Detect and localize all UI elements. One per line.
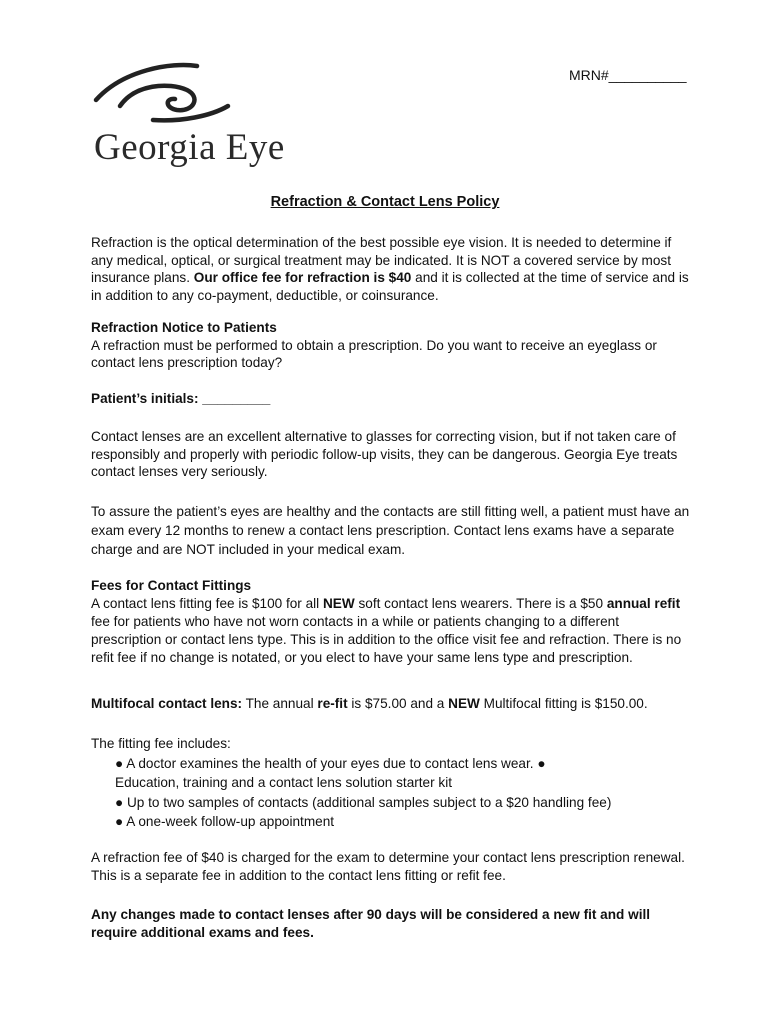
list-item: ● A one-week follow-up appointment	[115, 814, 335, 829]
eye-logo-icon	[93, 62, 233, 128]
mrn-field: MRN#__________	[569, 67, 687, 83]
contact-intro-paragraph: Contact lenses are an excellent alternative to glasses for correcting vision, but if not taken care of responsibly and properly with periodic follow-up visits, they can be dangerous. Georgia Eye treats contact lenses very seriously.	[91, 429, 678, 479]
list-item: ● A doctor examines the health of your eyes due to contact lens wear. ●	[115, 755, 546, 771]
patient-initials: Patient’s initials: _________	[91, 391, 271, 406]
list-item: Education, training and a contact lens solution starter kit	[115, 775, 453, 790]
renewal-paragraph: A refraction fee of $40 is charged for the exam to determine your contact lens prescription renewal. This is a separate fee in addition to the contact lens fitting or refit fee.	[91, 850, 685, 883]
logo-text: Georgia Eye	[94, 127, 285, 168]
multifocal-paragraph: Multifocal contact lens: The annual re-fit is $75.00 and a NEW Multifocal fitting is $150.00.	[91, 696, 648, 711]
fitting-fee-list	[91, 734, 691, 832]
fees-heading: Fees for Contact Fittings	[91, 578, 252, 593]
notice-text: A refraction must be performed to obtain a prescription. Do you want to receive an eyeglass or contact lens prescription today?	[91, 337, 657, 370]
refraction-notice	[91, 319, 691, 372]
list-item: ● Up to two samples of contacts (additional samples subject to a $20 handling fee)	[115, 794, 612, 810]
page-title: Refraction & Contact Lens Policy	[270, 194, 500, 210]
fitting-intro: The fitting fee includes:	[91, 736, 231, 751]
assure-paragraph: To assure the patient’s eyes are healthy and the contacts are still fitting well, a patient must have an exam every 12 months to renew a contact lens prescription. Contact lens exams have a separate charge and are NOT included in your medical exam.	[91, 504, 690, 557]
refraction-paragraph: Refraction is the optical determination of the best possible eye vision. It is needed to determine if any medical, optical, or surgical treatment may be indicated. It is NOT a covered service by most insurance plans. Our office fee for refraction is $40 and it is collected at the time of service and is in addition to any co-payment, deductible, or coinsurance.	[91, 235, 689, 303]
georgia-eye-logo	[88, 62, 285, 172]
fees-section: Fees for Contact Fittings A contact lens fitting fee is $100 for all NEW soft contact lens wearers. There is a $50 annual refit fee for patients who have not worn contacts in a while or patients changing to a different prescription or contact lens type. This is in addition to the office visit fee and refraction. There is no refit fee if no change is notated, or you elect to have your same lens type and prescription.	[91, 578, 682, 665]
changes-notice: Any changes made to contact lenses after 90 days will be considered a new fit and will require additional exams and fees.	[91, 907, 651, 940]
notice-heading: Refraction Notice to Patients	[91, 320, 277, 335]
